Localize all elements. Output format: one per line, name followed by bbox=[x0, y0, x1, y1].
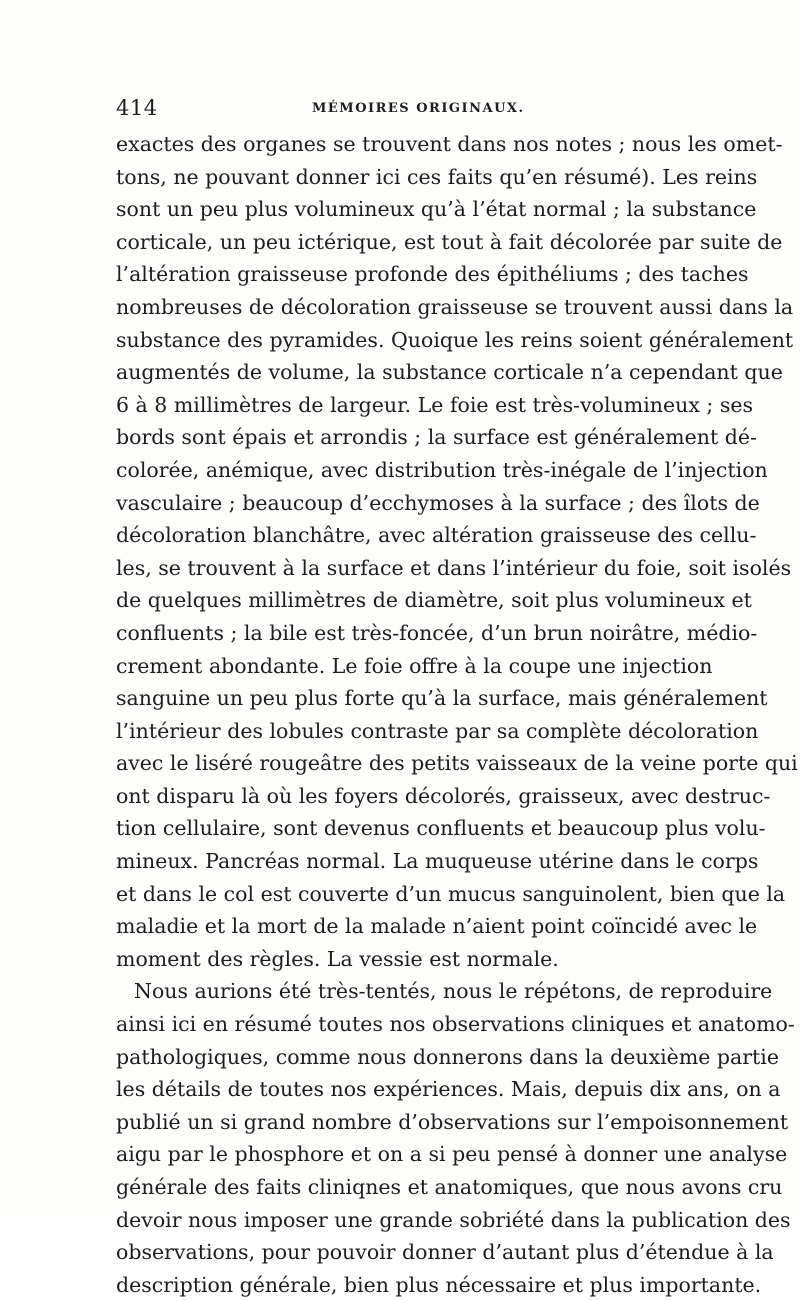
text-line: l’altération graisseuse profonde des épithéliums ; des taches bbox=[116, 262, 749, 287]
text-line: augmentés de volume, la substance corticale n’a cependant que bbox=[116, 360, 783, 385]
text-line: colorée, anémique, avec distribution très-inégale de l’injection bbox=[116, 457, 768, 482]
page-number: 414 bbox=[116, 96, 158, 120]
running-title: MÉMOIRES ORIGINAUX. bbox=[312, 101, 525, 116]
text-line: de quelques millimètres de diamètre, soit plus volumineux et bbox=[116, 588, 752, 613]
text-line: pathologiques, comme nous donnerons dans la deuxième partie bbox=[116, 1044, 779, 1069]
text-line: l’intérieur des lobules contraste par sa complète décoloration bbox=[116, 718, 759, 743]
text-line: tion cellulaire, sont devenus confluents et beaucoup plus volu- bbox=[116, 816, 766, 841]
text-line: corticale, un peu ictérique, est tout à fait décolorée par suite de bbox=[116, 229, 783, 254]
text-line: observations, pour pouvoir donner d’autant plus d’étendue à la bbox=[116, 1240, 774, 1265]
text-line: aigu par le phosphore et on a si peu pensé à donner une analyse bbox=[116, 1142, 788, 1167]
text-line: sanguine un peu plus forte qu’à la surface, mais généralement bbox=[116, 686, 768, 711]
text-line: publié un si grand nombre d’observations sur l’empoisonnement bbox=[116, 1109, 789, 1134]
text-line: substance des pyramides. Quoique les reins soient généralement bbox=[116, 327, 794, 352]
paragraph-end-line: moment des règles. La vessie est normale. bbox=[116, 946, 559, 971]
text-line: mineux. Pancréas normal. La muqueuse utérine dans le corps bbox=[116, 849, 759, 874]
text-line: bords sont épais et arrondis ; la surface est généralement dé- bbox=[116, 425, 757, 450]
text-line: tons, ne pouvant donner ici ces faits qu’en résumé). Les reins bbox=[116, 164, 758, 189]
text-line: décoloration blanchâtre, avec altération graisseuse des cellu- bbox=[116, 523, 757, 548]
text-line: maladie et la mort de la malade n’aient point coïncidé avec le bbox=[116, 914, 758, 939]
text-line: avec le liséré rougeâtre des petits vaisseaux de la veine porte qui bbox=[116, 751, 798, 776]
running-head bbox=[116, 96, 686, 120]
text-line: ont disparu là où les foyers décolorés, graisseux, avec destruc- bbox=[116, 783, 771, 808]
paragraph-end-line: description générale, bien plus nécessaire et plus importante. bbox=[116, 1272, 762, 1297]
text-line: exactes des organes se trouvent dans nos notes ; nous les omet- bbox=[116, 132, 783, 156]
text-line: nombreuses de décoloration graisseuse se trouvent aussi dans la bbox=[116, 294, 794, 319]
text-line: générale des faits cliniqnes et anatomiques, que nous avons cru bbox=[116, 1175, 783, 1199]
paragraph-start-line: Nous aurions été très-tentés, nous le répétons, de reproduire bbox=[134, 979, 773, 1004]
text-line: devoir nous imposer une grande sobriété dans la publication des bbox=[116, 1207, 791, 1232]
body-text bbox=[116, 128, 798, 1301]
text-line: crement abondante. Le foie offre à la coupe une injection bbox=[116, 653, 713, 678]
text-line: 6 à 8 millimètres de largeur. Le foie est très-volumineux ; ses bbox=[116, 392, 753, 417]
text-line: sont un peu plus volumineux qu’à l’état normal ; la substance bbox=[116, 197, 757, 222]
text-line: vasculaire ; beaucoup d’ecchymoses à la surface ; des îlots de bbox=[116, 490, 760, 515]
text-line: ainsi ici en résumé toutes nos observations cliniques et anatomo- bbox=[116, 1012, 795, 1037]
text-line: les détails de toutes nos expériences. Mais, depuis dix ans, on a bbox=[116, 1077, 781, 1102]
text-line: et dans le col est couverte d’un mucus sanguinolent, bien que la bbox=[116, 881, 786, 906]
text-line: les, se trouvent à la surface et dans l’intérieur du foie, soit isolés bbox=[116, 555, 792, 580]
text-line: confluents ; la bile est très-foncée, d’un brun noirâtre, médio- bbox=[116, 620, 758, 645]
